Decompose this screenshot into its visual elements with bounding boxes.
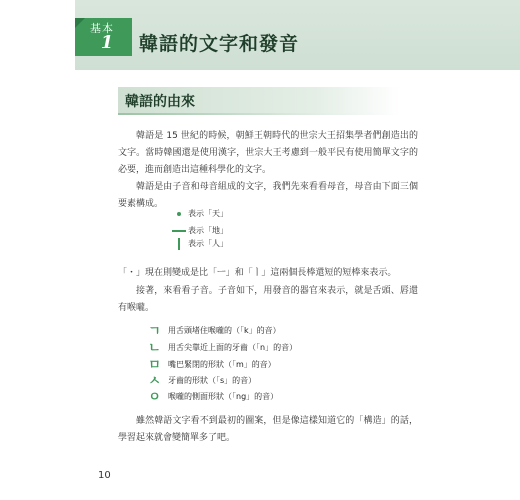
consonant-ng-icon: ㅇ xyxy=(148,390,161,405)
page-number: 10 xyxy=(98,470,111,481)
consonant-n-label: 用舌尖靠近上面的牙齒（「n」的音） xyxy=(168,343,298,352)
consonant-s-label: 牙齒的形狀（「s」的音） xyxy=(168,376,257,385)
horizontal-bar-vowel-icon xyxy=(172,230,186,232)
consonant-m-icon: ㅁ xyxy=(148,358,161,373)
vertical-bar-vowel-icon xyxy=(178,238,180,250)
paragraph-dot-change: 「・」現在則變成是比「ㅡ」和「ㅣ」這兩個長棒還短的短棒來表示。 xyxy=(118,268,397,278)
paragraph-conclusion: 雖然韓語文字看不到最初的圖案，但是像這樣知道它的「構造」的話，學習起來就會變簡單多了吧。 xyxy=(118,416,418,443)
vowel-label-heaven: 表示「天」 xyxy=(188,209,228,218)
consonant-m-label: 嘴巴緊閉的形狀（「m」的音） xyxy=(168,360,276,369)
consonant-s-icon: ㅅ xyxy=(148,374,161,389)
vowel-label-human: 表示「人」 xyxy=(188,239,228,248)
consonant-ng-label: 喉嚨的側面形狀（「ng」的音） xyxy=(168,392,279,401)
consonant-k-label: 用舌頭堵住喉嚨的（「k」的音） xyxy=(168,326,281,335)
chapter-title: 韓語的文字和發音 xyxy=(139,33,300,55)
consonant-n-icon: ㄴ xyxy=(148,341,161,356)
paragraph-consonant-intro: 接著，來看看子音。子音如下，用發音的器官來表示，就是舌頭、唇還有喉嚨。 xyxy=(118,286,418,313)
section-title: 韓語的由來 xyxy=(125,94,195,110)
paragraph-vowel-intro: 韓語是由子音和母音組成的文字，我們先來看看母音，母音由下面三個要素構成。 xyxy=(118,182,418,209)
lesson-label: 基本 xyxy=(90,22,114,35)
lesson-number: 1 xyxy=(100,32,114,53)
dot-vowel-icon xyxy=(177,212,181,216)
consonant-k-icon: ㄱ xyxy=(148,324,161,339)
vowel-label-earth: 表示「地」 xyxy=(188,226,228,235)
paragraph-origin: 韓語是 15 世紀的時候，朝鮮王朝時代的世宗大王招集學者們創造出的文字。當時韓國還是使用漢字，世宗大王考慮到一般平民有使用簡單文字的必要，進而創造出這種科學化的文字。 xyxy=(118,131,418,175)
